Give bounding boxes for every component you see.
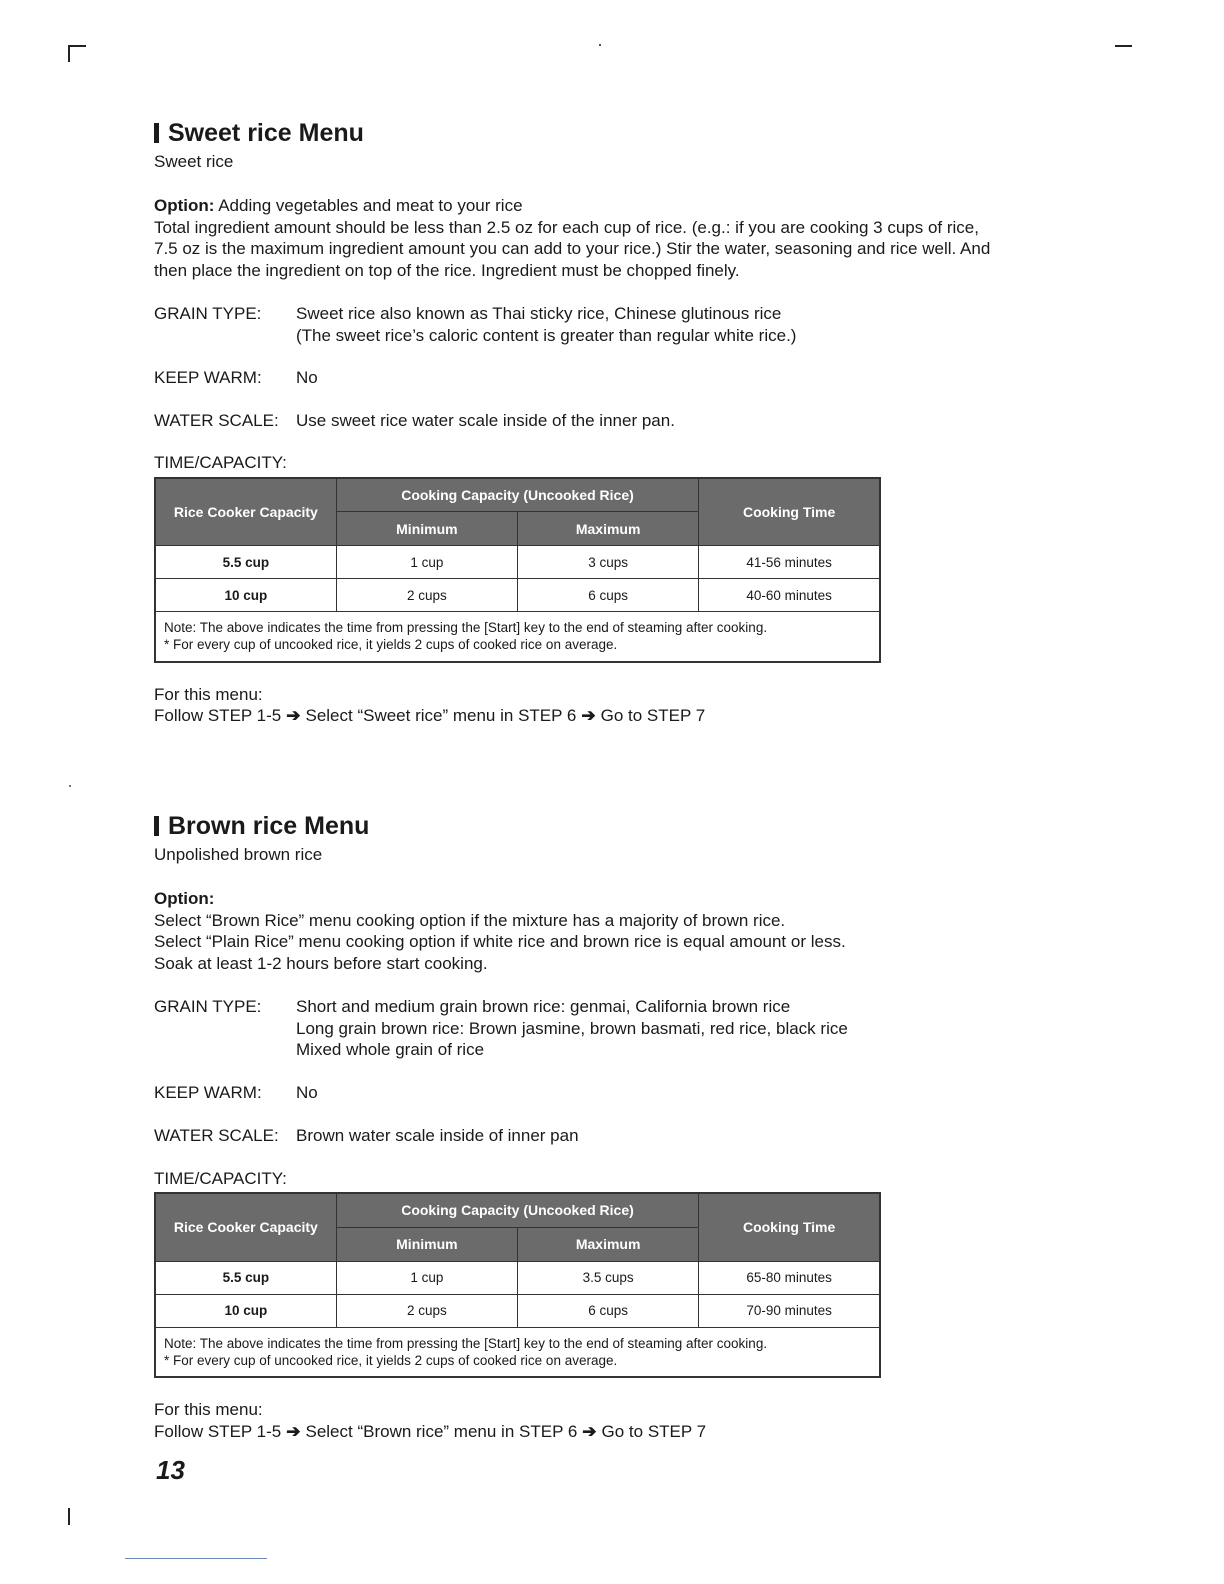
cell-minimum: 2 cups <box>336 579 517 612</box>
header-minimum: Minimum <box>336 1227 517 1261</box>
footer-rule <box>125 1558 267 1559</box>
step-text: Follow STEP 1-5 <box>154 1421 282 1441</box>
option-line: Select “Plain Rice” menu cooking option if white rice and brown rice is equal amount or less. <box>154 932 846 951</box>
keep-warm-label: KEEP WARM: <box>154 368 262 387</box>
cell-time: 70-90 minutes <box>699 1294 880 1327</box>
section-heading <box>154 810 1054 842</box>
crop-mark <box>1115 45 1132 47</box>
table-note <box>155 612 880 662</box>
cell-capacity: 5.5 cup <box>155 1261 336 1294</box>
option-line: 7.5 oz is the maximum ingredient amount you can add to your rice.) Stir the water, seasoning and rice well. And <box>154 239 991 258</box>
for-menu-label: For this menu: <box>154 684 263 704</box>
cell-time: 41-56 minutes <box>699 546 880 579</box>
heading-bar-icon <box>154 816 159 836</box>
option-label: Option: <box>154 196 215 215</box>
header-cooking-capacity: Cooking Capacity (Uncooked Rice) <box>336 1193 699 1227</box>
arrow-right-icon: ➔ <box>581 706 596 725</box>
arrow-right-icon: ➔ <box>286 706 301 725</box>
table-row <box>155 1261 880 1294</box>
table-row <box>155 579 880 612</box>
cell-minimum: 2 cups <box>336 1294 517 1327</box>
cell-maximum: 3.5 cups <box>518 1261 699 1294</box>
option-line: Select “Brown Rice” menu cooking option if the mixture has a majority of brown rice. <box>154 910 786 930</box>
step-text: Go to STEP 7 <box>601 1421 707 1441</box>
note-line: Note: The above indicates the time from pressing the [Start] key to the end of steaming after cooking. <box>164 1335 768 1351</box>
keep-warm-value: No <box>296 1082 318 1102</box>
section-subtitle: Unpolished brown rice <box>154 845 323 864</box>
grain-type-line: (The sweet rice’s caloric content is greater than regular white rice.) <box>296 325 797 345</box>
header-cooking-capacity: Cooking Capacity (Uncooked Rice) <box>336 478 699 512</box>
table-row <box>155 546 880 579</box>
step-text: Go to STEP 7 <box>600 706 706 725</box>
note-line: Note: The above indicates the time from pressing the [Start] key to the end of steaming after cooking. <box>164 620 768 636</box>
header-capacity: Rice Cooker Capacity <box>155 478 336 546</box>
time-capacity-table <box>154 477 881 663</box>
cell-time: 40-60 minutes <box>699 579 880 612</box>
option-block <box>154 888 1054 974</box>
table-note <box>155 1327 880 1377</box>
grain-type-label: GRAIN TYPE: <box>154 304 262 323</box>
cell-maximum: 6 cups <box>518 579 699 612</box>
water-scale-value: Use sweet rice water scale inside of the inner pan. <box>296 410 675 430</box>
for-menu-label: For this menu: <box>154 1400 263 1419</box>
sweet-rice-section <box>154 117 1054 727</box>
keep-warm-row <box>154 367 1054 389</box>
cell-maximum: 6 cups <box>518 1294 699 1327</box>
crop-mark <box>68 45 70 62</box>
table-note-row <box>155 1327 880 1377</box>
cell-minimum: 1 cup <box>336 1261 517 1294</box>
water-scale-row <box>154 410 1054 432</box>
grain-type-line: Long grain brown rice: Brown jasmine, brown basmati, red rice, black rice <box>296 1018 848 1038</box>
keep-warm-row <box>154 1082 1054 1104</box>
step-text: Select “Brown rice” menu in STEP 6 <box>305 1421 578 1441</box>
header-minimum: Minimum <box>336 512 517 546</box>
print-dot <box>599 44 601 46</box>
option-label: Option: <box>154 889 215 908</box>
menu-steps <box>154 684 1054 727</box>
time-capacity-label: TIME/CAPACITY: <box>154 453 287 472</box>
option-line: Total ingredient amount should be less than 2.5 oz for each cup of rice. (e.g.: if you are cooking 3 cups of rice, <box>154 217 979 237</box>
grain-type-line: Short and medium grain brown rice: genmai, California brown rice <box>296 997 791 1016</box>
header-maximum: Maximum <box>518 512 699 546</box>
crop-mark <box>68 45 86 47</box>
keep-warm-label: KEEP WARM: <box>154 1082 262 1102</box>
option-line: Adding vegetables and meat to your rice <box>218 196 523 215</box>
page-number: 13 <box>156 1455 185 1485</box>
header-maximum: Maximum <box>518 1227 699 1261</box>
crop-mark <box>68 1508 70 1525</box>
grain-type-line: Sweet rice also known as Thai sticky rice, Chinese glutinous rice <box>296 304 782 323</box>
print-dot <box>69 785 71 787</box>
heading-bar-icon <box>154 123 159 143</box>
water-scale-label: WATER SCALE: <box>154 410 279 430</box>
header-cooking-time: Cooking Time <box>699 478 880 546</box>
grain-type-label: GRAIN TYPE: <box>154 997 262 1016</box>
arrow-right-icon: ➔ <box>286 1421 301 1441</box>
water-scale-label: WATER SCALE: <box>154 1126 279 1145</box>
step-text: Select “Sweet rice” menu in STEP 6 <box>305 706 577 725</box>
option-line: Soak at least 1-2 hours before start cooking. <box>154 953 488 973</box>
grain-type-row <box>154 996 1054 1061</box>
arrow-right-icon: ➔ <box>582 1421 597 1441</box>
table-note-row <box>155 612 880 662</box>
note-line: * For every cup of uncooked rice, it yields 2 cups of cooked rice on average. <box>164 637 618 653</box>
section-heading <box>154 117 1054 149</box>
time-capacity-label: TIME/CAPACITY: <box>154 1168 287 1188</box>
cell-minimum: 1 cup <box>336 546 517 579</box>
option-block <box>154 195 1054 281</box>
section-title: Sweet rice Menu <box>168 118 364 147</box>
brown-rice-section <box>154 810 1054 1442</box>
note-line: * For every cup of uncooked rice, it yields 2 cups of cooked rice on average. <box>164 1352 618 1368</box>
section-subtitle: Sweet rice <box>154 152 234 171</box>
cell-capacity: 5.5 cup <box>155 546 336 579</box>
header-capacity: Rice Cooker Capacity <box>155 1193 336 1261</box>
step-text: Follow STEP 1-5 <box>154 706 282 725</box>
water-scale-row <box>154 1125 1054 1147</box>
grain-type-row <box>154 303 1054 346</box>
keep-warm-value: No <box>296 368 318 387</box>
menu-steps <box>154 1399 1054 1442</box>
header-cooking-time: Cooking Time <box>699 1193 880 1261</box>
cell-time: 65-80 minutes <box>699 1261 880 1294</box>
cell-capacity: 10 cup <box>155 579 336 612</box>
option-line: then place the ingredient on top of the rice. Ingredient must be chopped finely. <box>154 260 740 280</box>
time-capacity-table <box>154 1192 881 1378</box>
grain-type-line: Mixed whole grain of rice <box>296 1040 485 1059</box>
cell-capacity: 10 cup <box>155 1294 336 1327</box>
table-row <box>155 1294 880 1327</box>
cell-maximum: 3 cups <box>518 546 699 579</box>
section-title: Brown rice Menu <box>168 811 370 840</box>
water-scale-value: Brown water scale inside of inner pan <box>296 1126 579 1145</box>
